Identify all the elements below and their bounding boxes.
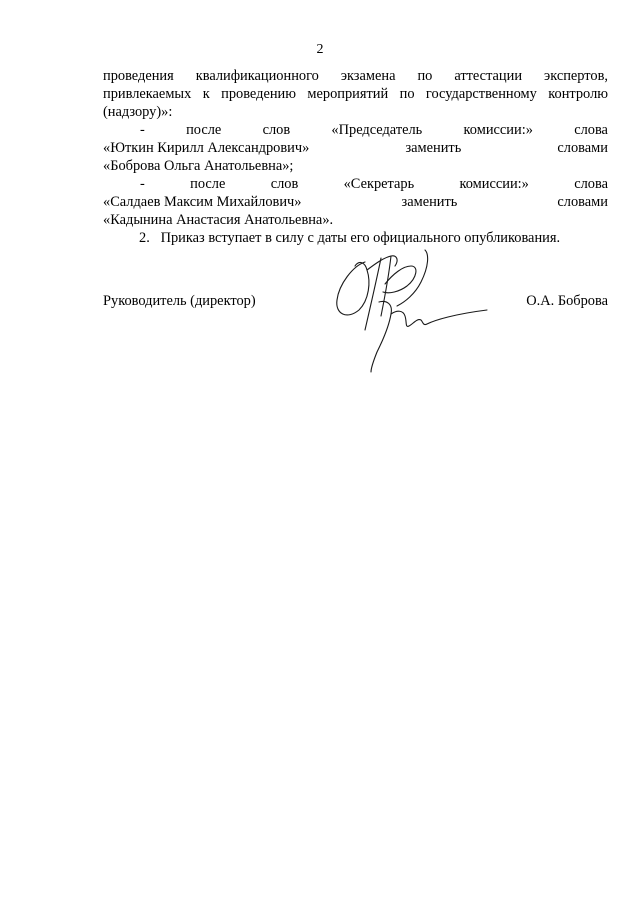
old-name: «Юткин Кирилл Александрович» (103, 140, 310, 156)
paragraph-line: привлекаемых к проведению мероприятий по государственному контролю (103, 86, 608, 102)
old-name: «Салдаев Максим Михайлович» (103, 194, 302, 210)
list-dash: - (140, 176, 145, 192)
word: слова (574, 176, 608, 192)
paragraph-line: проведения квалификационного экзамена по аттестации экспертов, (103, 68, 608, 84)
word: «Председатель (331, 122, 423, 138)
word: слов (270, 176, 299, 192)
word: комиссии:» (459, 176, 529, 192)
new-name: «Кадынина Анастасия Анатольевна». (103, 212, 334, 228)
new-name: «Боброва Ольга Анатольевна»; (103, 158, 294, 174)
word: слов (262, 122, 291, 138)
word: словами (557, 194, 608, 210)
word: после (186, 122, 222, 138)
item-2: 2. Приказ вступает в силу с даты его официального опубликования. (139, 230, 561, 246)
word: после (190, 176, 226, 192)
word: заменить (401, 194, 458, 210)
signature-row (103, 292, 608, 310)
document-body (103, 67, 608, 247)
change-2-line-2 (103, 193, 608, 211)
word: заменить (405, 140, 462, 156)
word: словами (557, 140, 608, 156)
change-2-line-1 (103, 175, 608, 193)
signer-name: О.А. Боброва (526, 293, 608, 309)
list-dash: - (140, 122, 145, 138)
page-number: 2 (316, 42, 324, 57)
signature-image (325, 244, 490, 376)
change-1-line-2 (103, 139, 608, 157)
word: комиссии:» (463, 122, 533, 138)
word: «Секретарь (343, 176, 415, 192)
change-1-line-1 (103, 121, 608, 139)
word: слова (574, 122, 608, 138)
paragraph-line: (надзору)»: (103, 104, 173, 120)
signer-position: Руководитель (директор) (103, 293, 256, 309)
